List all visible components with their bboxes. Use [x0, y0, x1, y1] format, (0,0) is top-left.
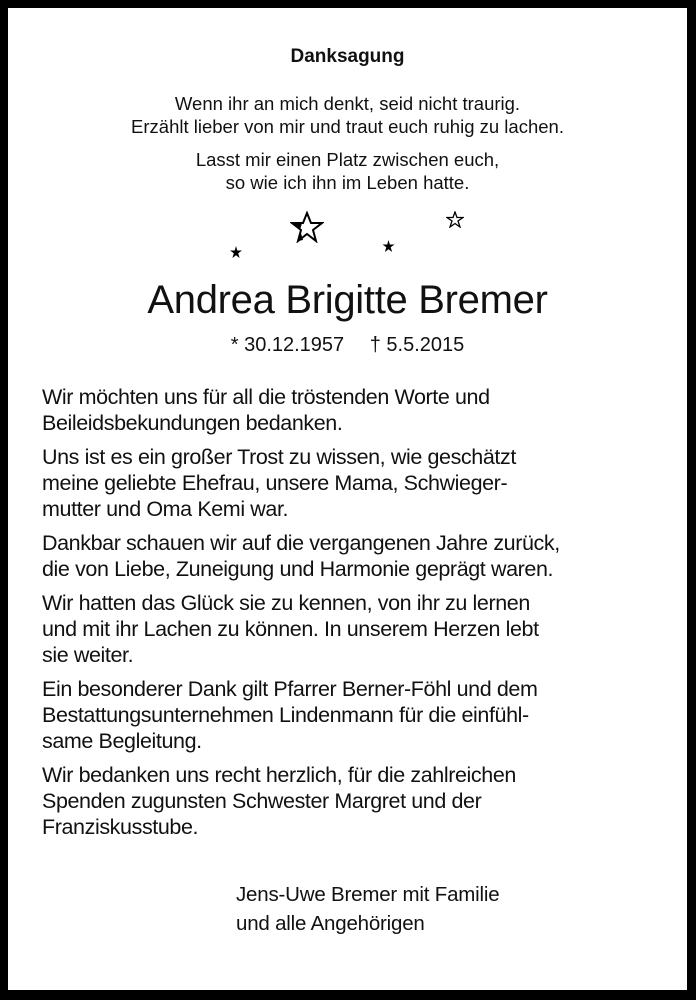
poem-stanza-1 [8, 92, 687, 138]
text-line: Dankbar schauen wir auf die vergangenen Jahre zurück, [42, 531, 560, 555]
signature [236, 880, 499, 938]
paragraph [42, 384, 682, 436]
poem-line: Erzählt lieber von mir und traut euch ruhig zu lachen. [131, 116, 564, 137]
paragraph [42, 444, 682, 522]
star-outline-large-icon [290, 211, 324, 243]
deceased-name: Andrea Brigitte Bremer [147, 278, 548, 322]
paragraph [42, 530, 682, 582]
text-line: same Begleitung. [42, 729, 202, 753]
notice-body [42, 384, 682, 848]
poem-stanza-2 [8, 148, 687, 194]
text-line: Bestattungsunternehmen Lindenmann für die einfühl- [42, 703, 529, 727]
death-date: † 5.5.2015 [369, 334, 465, 356]
star-outline-small-icon [446, 211, 464, 228]
text-line: Ein besonderer Dank gilt Pfarrer Berner-Föhl und dem [42, 677, 538, 701]
birth-date: * 30.12.1957 [230, 334, 345, 356]
text-line: Wir möchten uns für all die tröstenden Worte und [42, 385, 490, 409]
text-line: die von Liebe, Zuneigung und Harmonie geprägt waren. [42, 557, 554, 581]
paragraph [42, 590, 682, 668]
poem-line: Wenn ihr an mich denkt, seid nicht traurig. [174, 93, 521, 114]
text-line: Wir bedanken uns recht herzlich, für die zahlreichen [42, 763, 516, 787]
text-line: Wir hatten das Glück sie zu kennen, von ihr zu lernen [42, 591, 530, 615]
text-line: mutter und Oma Kemi war. [42, 497, 289, 521]
text-line: meine geliebte Ehefrau, unsere Mama, Schwieger- [42, 471, 508, 495]
notice-title: Danksagung [290, 46, 405, 67]
star-small-left-icon [230, 246, 242, 259]
text-line: und mit ihr Lachen zu können. In unserem Herzen lebt [42, 617, 539, 641]
life-dates [8, 334, 687, 357]
paragraph [42, 762, 682, 840]
text-line: Uns ist es ein großer Trost zu wissen, wie geschätzt [42, 445, 516, 469]
poem-line: so wie ich ihn im Leben hatte. [225, 172, 470, 193]
obituary-notice [8, 8, 687, 990]
text-line: sie weiter. [42, 643, 134, 667]
text-line: Beileidsbekundungen bedanken. [42, 411, 343, 435]
text-line: Spenden zugunsten Schwester Margret und der [42, 789, 482, 813]
star-small-right-icon [382, 240, 395, 253]
poem-line: Lasst mir einen Platz zwischen euch, [195, 149, 500, 170]
paragraph [42, 676, 682, 754]
signature-line: und alle Angehörigen [236, 912, 425, 935]
signature-line: Jens-Uwe Bremer mit Familie [236, 883, 500, 906]
text-line: Franziskusstube. [42, 815, 199, 839]
